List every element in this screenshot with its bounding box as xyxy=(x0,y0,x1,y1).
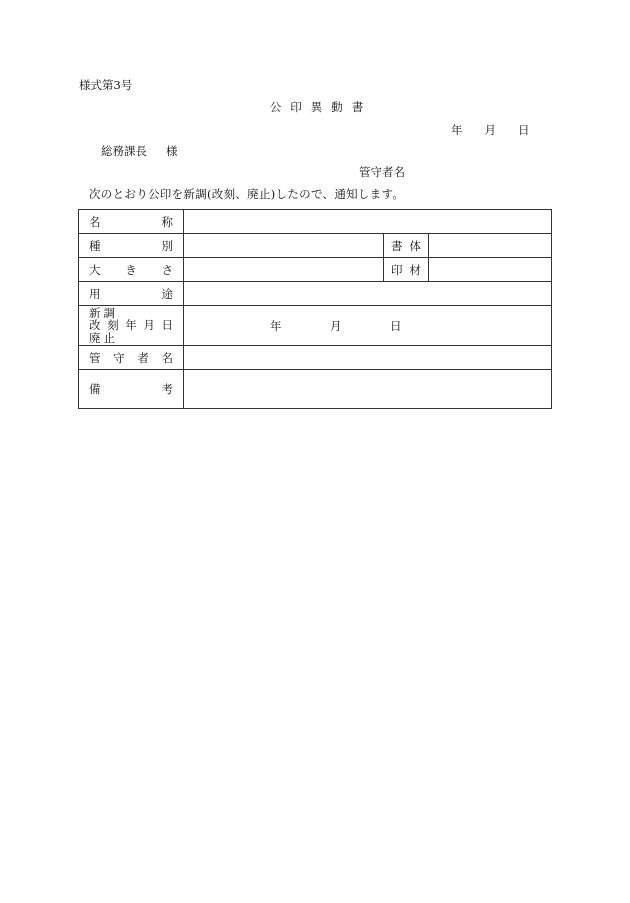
value-size[interactable] xyxy=(184,258,384,282)
value-type[interactable] xyxy=(184,234,384,258)
value-name[interactable] xyxy=(184,210,552,234)
form-number: 様式第3号 xyxy=(79,78,133,92)
addressee-name: 総務課長 xyxy=(101,144,147,158)
value-date[interactable] xyxy=(184,306,552,346)
value-script[interactable] xyxy=(429,234,552,258)
value-custodian[interactable] xyxy=(184,346,552,370)
document-title: 公印異動書 xyxy=(269,100,373,114)
value-purpose[interactable] xyxy=(184,282,552,306)
date-year: 年 xyxy=(451,123,463,137)
value-remarks[interactable] xyxy=(184,370,552,409)
label-custodian: 管 守 者 名 xyxy=(79,346,184,370)
addressee-honorific: 様 xyxy=(166,144,178,158)
label-purpose: 用 途 xyxy=(79,282,184,306)
row-size xyxy=(79,258,552,282)
label-size: 大 き さ xyxy=(79,258,184,282)
date-line xyxy=(451,125,530,137)
date-month: 月 xyxy=(484,123,496,137)
custodian-name-label: 管守者名 xyxy=(359,165,405,179)
seal-change-table xyxy=(78,209,552,409)
row-name xyxy=(79,210,552,234)
addressee xyxy=(101,146,178,158)
row-date xyxy=(79,306,552,346)
date-day: 日 xyxy=(518,123,530,137)
row-custodian xyxy=(79,346,552,370)
label-material: 印材 xyxy=(384,258,429,282)
intro-text: 次のとおり公印を新調(改刻、廃止)したので、通知します。 xyxy=(89,187,405,201)
row-type xyxy=(79,234,552,258)
label-script: 書体 xyxy=(384,234,429,258)
label-name: 名 称 xyxy=(79,210,184,234)
value-material[interactable] xyxy=(429,258,552,282)
value-date-year: 年 xyxy=(270,318,282,333)
value-date-month: 月 xyxy=(330,318,342,333)
label-type: 種 別 xyxy=(79,234,184,258)
value-date-day: 日 xyxy=(390,318,402,333)
row-purpose xyxy=(79,282,552,306)
label-date: 新 調 改 刻 年 月 日 廃 止 xyxy=(79,306,184,346)
label-remarks: 備 考 xyxy=(79,370,184,409)
row-remarks xyxy=(79,370,552,409)
